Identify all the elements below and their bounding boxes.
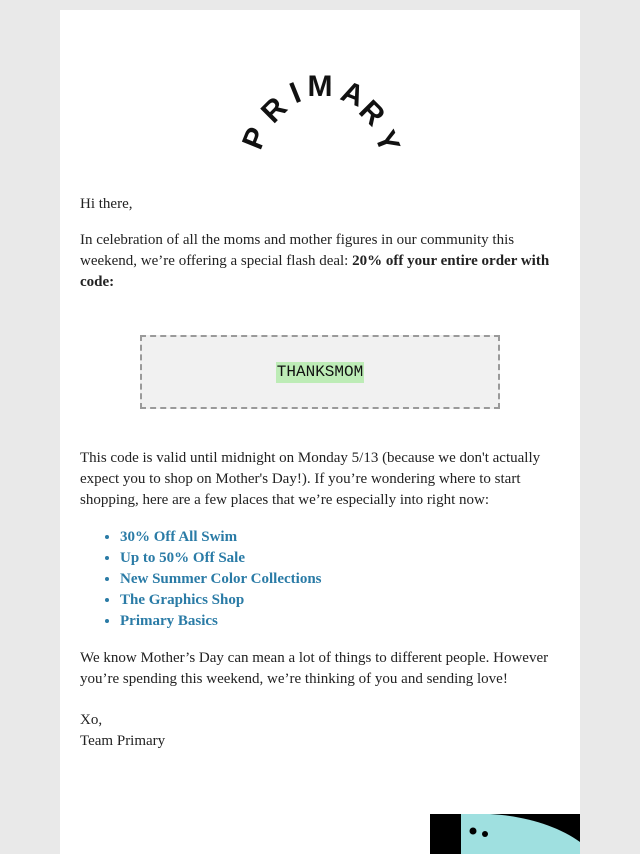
intro-paragraph [80,230,560,293]
illustration-dot [470,828,477,835]
list-item [120,590,560,611]
intro-offer: 20% off your entire order with code: [80,253,550,290]
email-card [60,10,580,854]
closing-paragraph: We know Mother’s Day can mean a lot of things to different people. However you’re spending this weekend, we’re thinking of you and sending love! [80,650,549,687]
list-item [120,569,560,590]
logo-letter: I [285,76,306,111]
promo-code-box [140,335,500,409]
logo-letter: P [236,122,275,154]
logo-letter: M [307,70,333,103]
logo-letter: Y [367,125,406,157]
logo-letter: R [254,90,294,130]
signoff: Xo, [80,712,103,728]
footer-illustration [430,814,580,854]
email-body [80,194,560,752]
brand-logo [60,50,580,170]
link-primary-basics[interactable]: Primary Basics [120,613,218,629]
validity-paragraph: This code is valid until midnight on Monday 5/13 (because we don't actually expect you to shop on Mother's Day!). If you’re wondering where to start shopping, here are a few places that we’re especially into right now: [80,450,541,508]
list-item [120,548,560,569]
list-item [120,527,560,548]
signature: Team Primary [80,733,166,749]
link-graphics-shop[interactable]: The Graphics Shop [120,592,245,608]
link-sale[interactable]: Up to 50% Off Sale [120,550,245,566]
link-summer-collections[interactable]: New Summer Color Collections [120,571,322,587]
list-item [120,611,560,632]
link-swim[interactable]: 30% Off All Swim [120,529,238,545]
logo-letter: R [352,93,392,133]
logo-letter: A [336,74,369,114]
shop-links-list [80,527,560,632]
illustration-dot [482,831,488,837]
greeting: Hi there, [80,196,133,212]
promo-code: THANKSMOM [276,362,364,381]
intro-text: In celebration of all the moms and mother figures in our community this weekend, we’re offering a special flash deal: [80,232,515,269]
